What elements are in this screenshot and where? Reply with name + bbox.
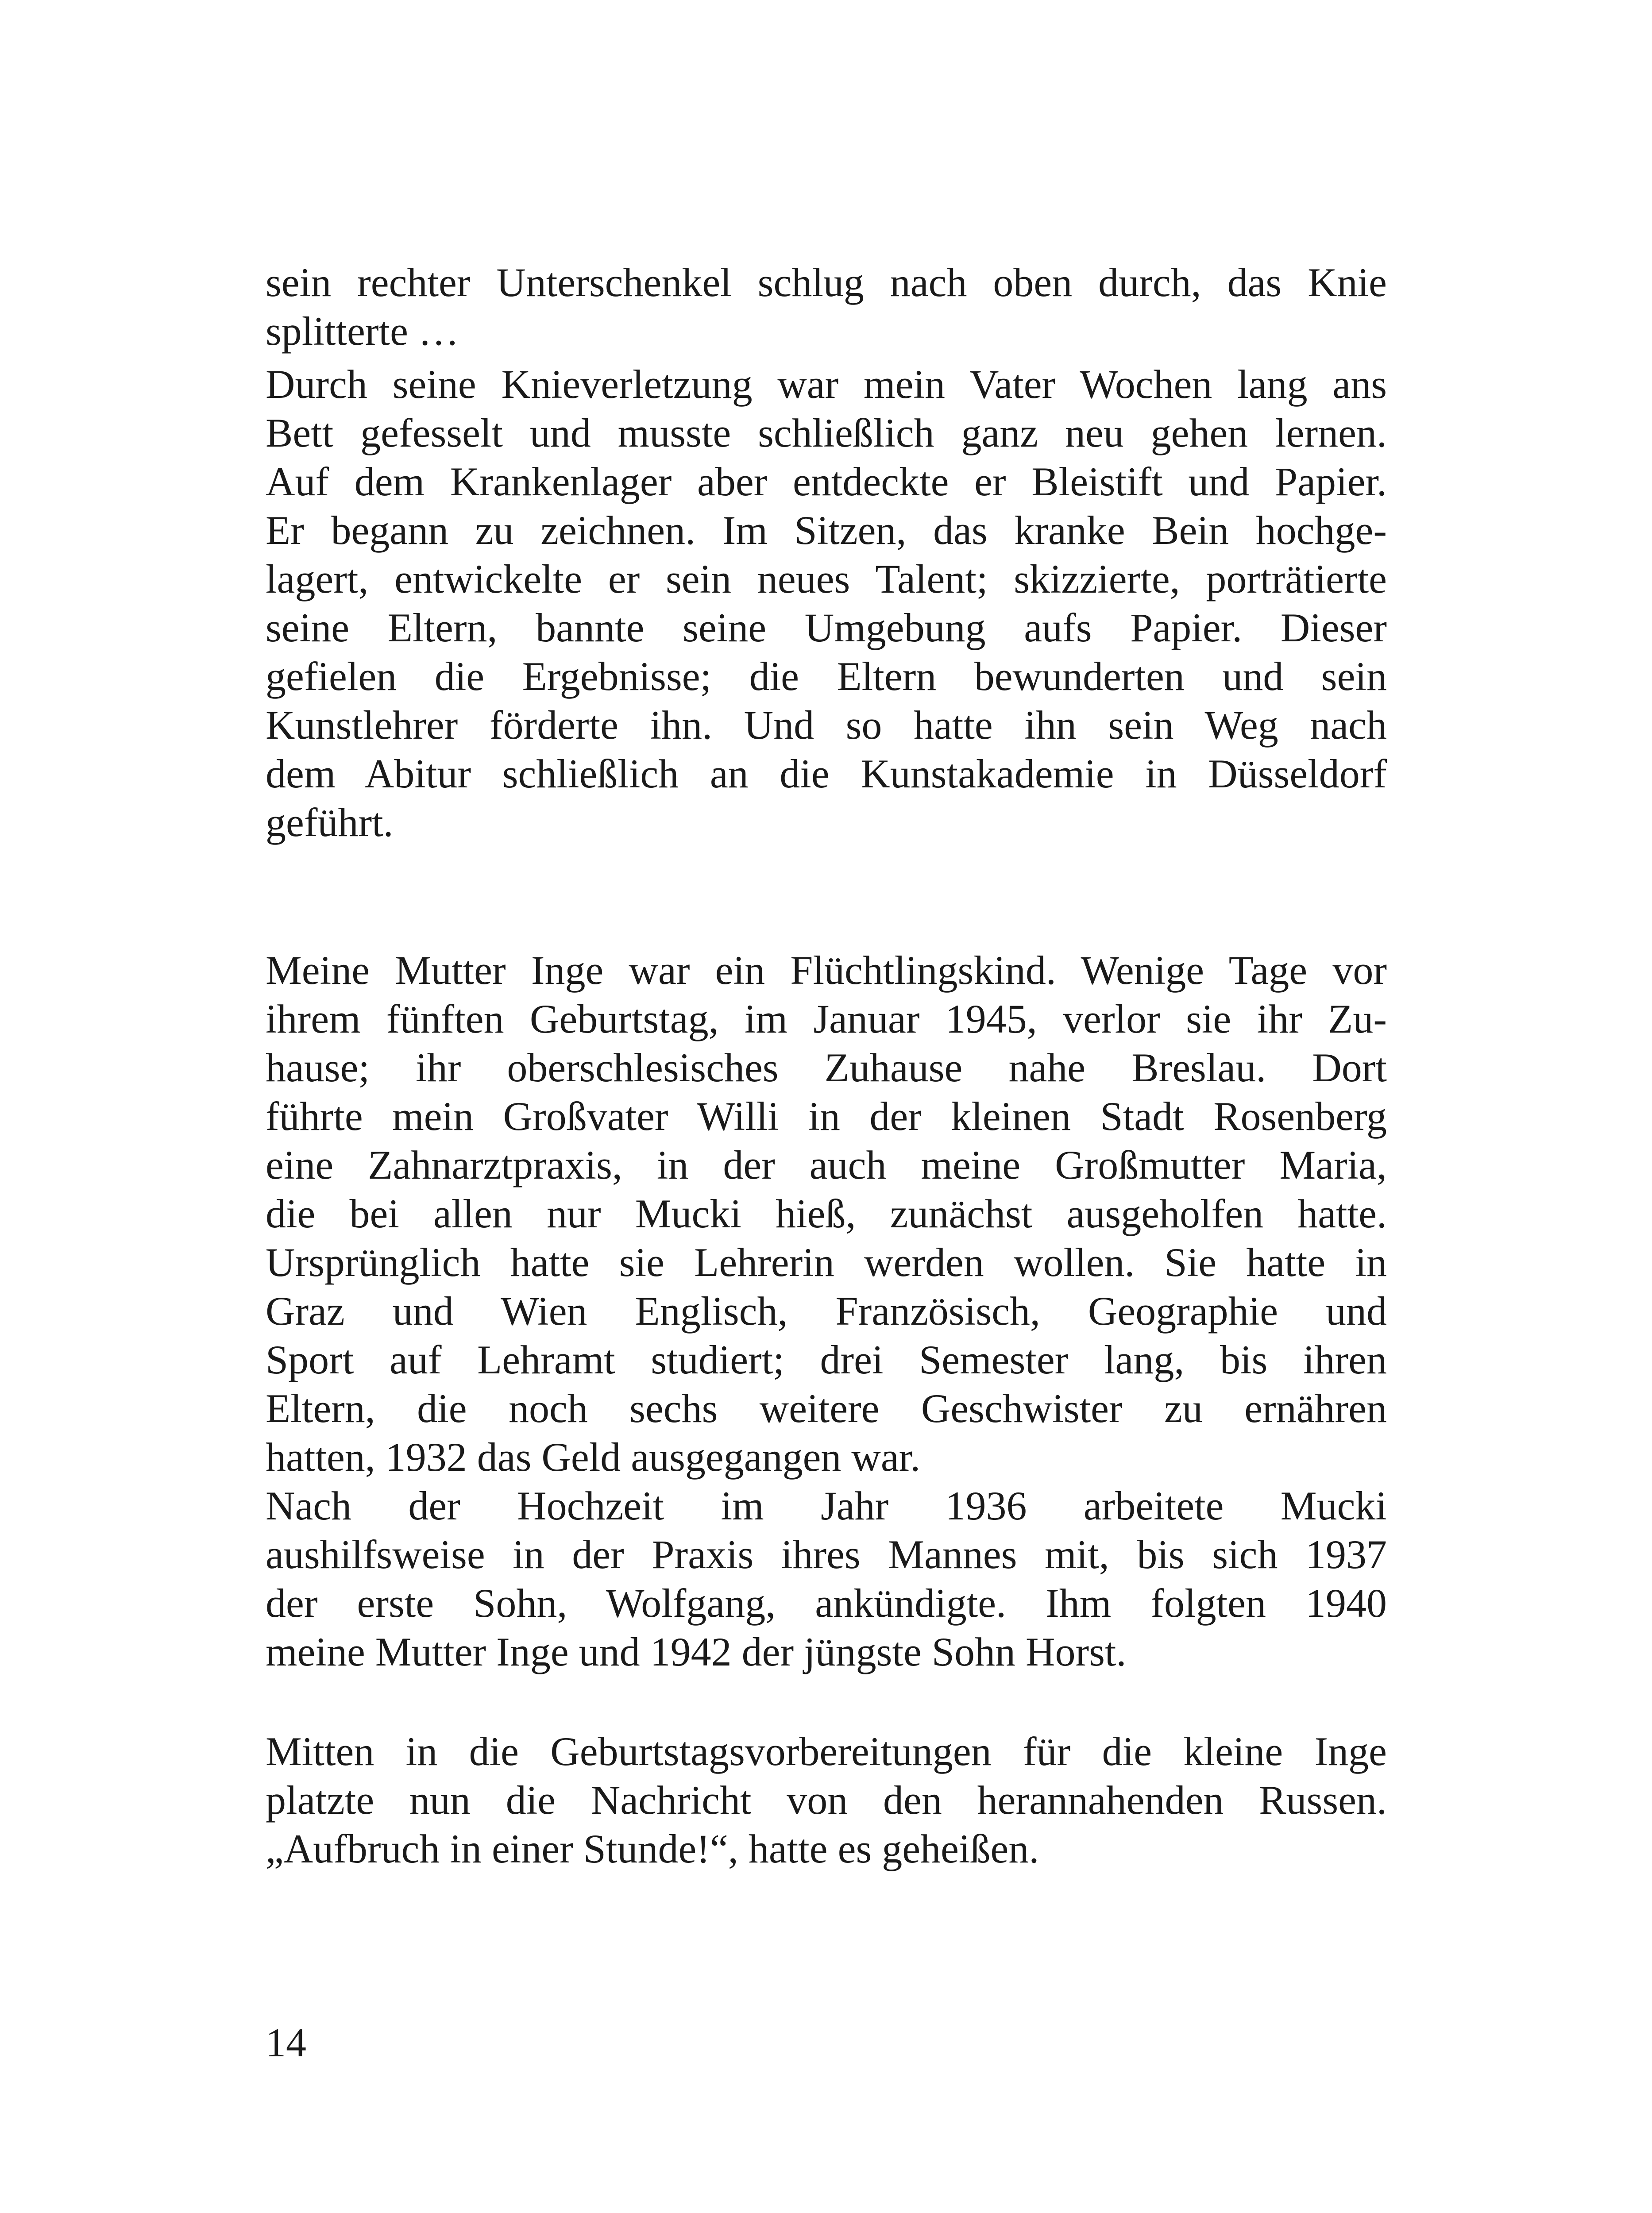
text-line: Ursprünglich hatte sie Lehrerin werden wollen. Sie hatte in [266,1240,1387,1285]
text-line: sein rechter Unterschenkel schlug nach oben durch, das Knie [266,260,1387,305]
page-number: 14 [266,2020,306,2065]
text-line: aushilfsweise in der Praxis ihres Mannes mit, bis sich 1937 [266,1532,1387,1577]
text-line: Kunstlehrer förderte ihn. Und so hatte ihn sein Weg nach [266,702,1387,748]
text-line: „Aufbruch in einer Stunde!“, hatte es geheißen. [266,1826,1039,1871]
text-line: Mitten in die Geburtstagsvorbereitungen für die kleine Inge [266,1729,1387,1774]
text-line: Er begann zu zeichnen. Im Sitzen, das kranke Bein hochge- [266,508,1387,553]
text-line: seine Eltern, bannte seine Umgebung aufs Papier. Dieser [266,605,1387,650]
text-line: ihrem fünften Geburtstag, im Januar 1945, verlor sie ihr Zu- [266,996,1387,1041]
text-line: hause; ihr oberschlesisches Zuhause nahe Breslau. Dort [266,1045,1387,1090]
text-line: Bett gefesselt und musste schließlich ganz neu gehen lernen. [266,410,1387,455]
text-line: Sport auf Lehramt studiert; drei Semester lang, bis ihren [266,1337,1387,1382]
text-line: Durch seine Knieverletzung war mein Vater Wochen lang ans [266,362,1387,407]
text-line: hatten, 1932 das Geld ausgegangen war. [266,1434,921,1480]
text-line: Graz und Wien Englisch, Französisch, Geographie und [266,1288,1387,1334]
text-line: Eltern, die noch sechs weitere Geschwister zu ernähren [266,1386,1387,1431]
text-line: splitterte … [266,308,459,354]
text-line: führte mein Großvater Willi in der kleinen Stadt Rosenberg [266,1094,1387,1139]
text-line: Auf dem Krankenlager aber entdeckte er Bleistift und Papier. [266,459,1387,504]
text-line: dem Abitur schließlich an die Kunstakademie in Düsseldorf [266,751,1387,796]
text-line: gefielen die Ergebnisse; die Eltern bewunderten und sein [266,654,1387,699]
text-line: eine Zahnarztpraxis, in der auch meine Großmutter Maria, [266,1142,1387,1187]
text-line: Nach der Hochzeit im Jahr 1936 arbeitete Mucki [266,1483,1387,1528]
text-line: meine Mutter Inge und 1942 der jüngste Sohn Horst. [266,1629,1127,1674]
text-line: geführt. [266,800,394,845]
text-line: lagert, entwickelte er sein neues Talent; skizzierte, porträtierte [266,556,1387,601]
text-line: die bei allen nur Mucki hieß, zunächst ausgeholfen hatte. [266,1191,1387,1236]
text-line: der erste Sohn, Wolfgang, ankündigte. Ihm folgten 1940 [266,1581,1387,1626]
text-line: platzte nun die Nachricht von den herannahenden Russen. [266,1777,1387,1823]
text-line: Meine Mutter Inge war ein Flüchtlingskind. Wenige Tage vor [266,948,1387,993]
